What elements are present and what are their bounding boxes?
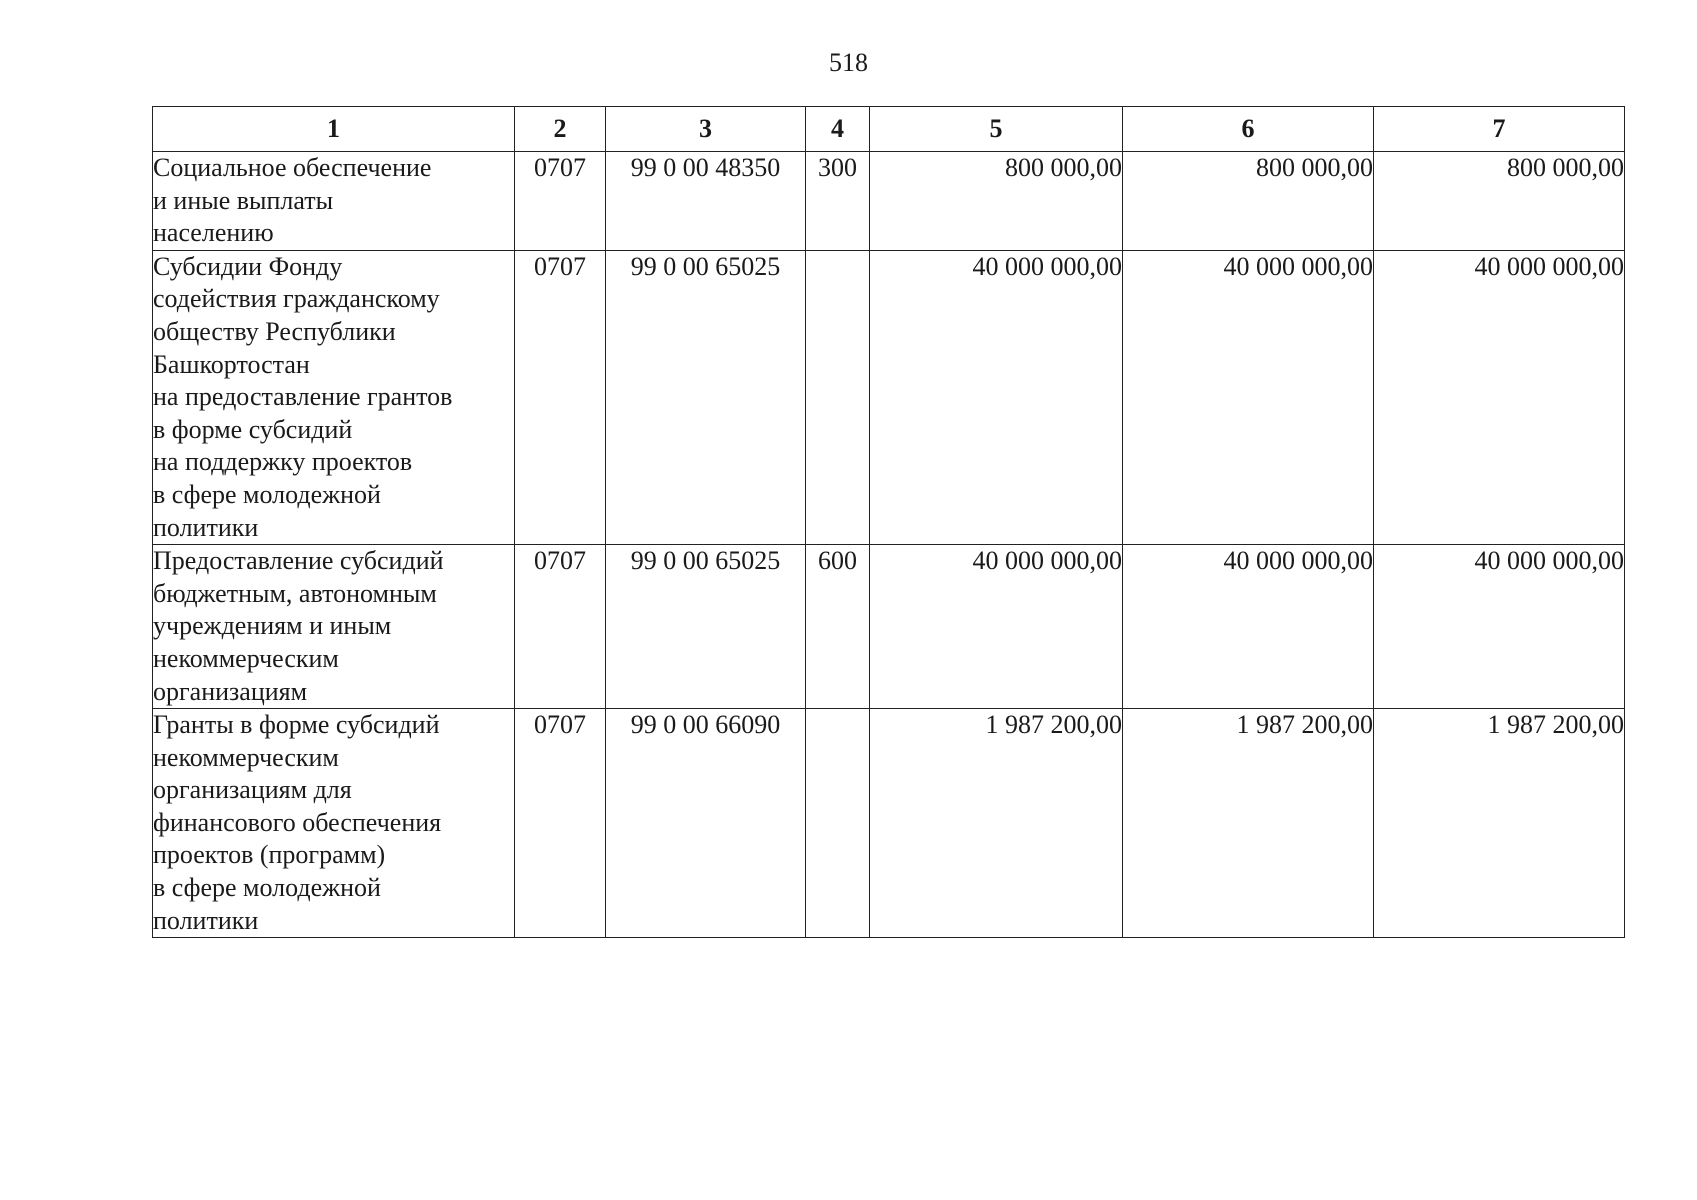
target-code-cell: 99 0 00 65025 — [606, 250, 806, 544]
section-code-cell: 0707 — [515, 152, 606, 251]
amount-col7-cell: 40 000 000,00 — [1374, 250, 1625, 544]
section-code-cell: 0707 — [515, 250, 606, 544]
header-row — [153, 107, 1625, 152]
amount-col7-cell: 1 987 200,00 — [1374, 709, 1625, 938]
column-header-3: 3 — [606, 107, 806, 152]
column-header-6: 6 — [1123, 107, 1374, 152]
section-code-cell: 0707 — [515, 709, 606, 938]
column-header-2: 2 — [515, 107, 606, 152]
table-row — [153, 709, 1625, 938]
amount-col6-cell: 40 000 000,00 — [1123, 250, 1374, 544]
expense-type-cell — [806, 709, 870, 938]
target-code-cell: 99 0 00 66090 — [606, 709, 806, 938]
column-header-1: 1 — [153, 107, 515, 152]
expense-type-cell: 600 — [806, 545, 870, 709]
row-name-cell: Предоставление субсидий бюджетным, автономным учреждениям и иным некоммерческим организациям — [153, 545, 515, 709]
row-name-cell: Гранты в форме субсидий некоммерческим организациям для финансового обеспечения проектов (программ) в сфере молодежной политики — [153, 709, 515, 938]
table-row — [153, 152, 1625, 251]
expense-type-cell: 300 — [806, 152, 870, 251]
amount-col5-cell: 40 000 000,00 — [870, 250, 1123, 544]
target-code-cell: 99 0 00 65025 — [606, 545, 806, 709]
expense-type-cell — [806, 250, 870, 544]
column-header-5: 5 — [870, 107, 1123, 152]
amount-col6-cell: 800 000,00 — [1123, 152, 1374, 251]
amount-col6-cell: 40 000 000,00 — [1123, 545, 1374, 709]
column-header-7: 7 — [1374, 107, 1625, 152]
table-row — [153, 545, 1625, 709]
amount-col5-cell: 1 987 200,00 — [870, 709, 1123, 938]
budget-table — [152, 106, 1625, 938]
amount-col5-cell: 800 000,00 — [870, 152, 1123, 251]
row-name-cell: Социальное обеспечение и иные выплаты населению — [153, 152, 515, 251]
section-code-cell: 0707 — [515, 545, 606, 709]
amount-col7-cell: 800 000,00 — [1374, 152, 1625, 251]
row-name-cell: Субсидии Фонду содействия гражданскому обществу Республики Башкортостан на предоставление грантов в форме субсидий на поддержку проектов в сфере молодежной политики — [153, 250, 515, 544]
amount-col6-cell: 1 987 200,00 — [1123, 709, 1374, 938]
page-number: 518 — [829, 48, 868, 77]
column-header-4: 4 — [806, 107, 870, 152]
amount-col7-cell: 40 000 000,00 — [1374, 545, 1625, 709]
table-row — [153, 250, 1625, 544]
target-code-cell: 99 0 00 48350 — [606, 152, 806, 251]
amount-col5-cell: 40 000 000,00 — [870, 545, 1123, 709]
